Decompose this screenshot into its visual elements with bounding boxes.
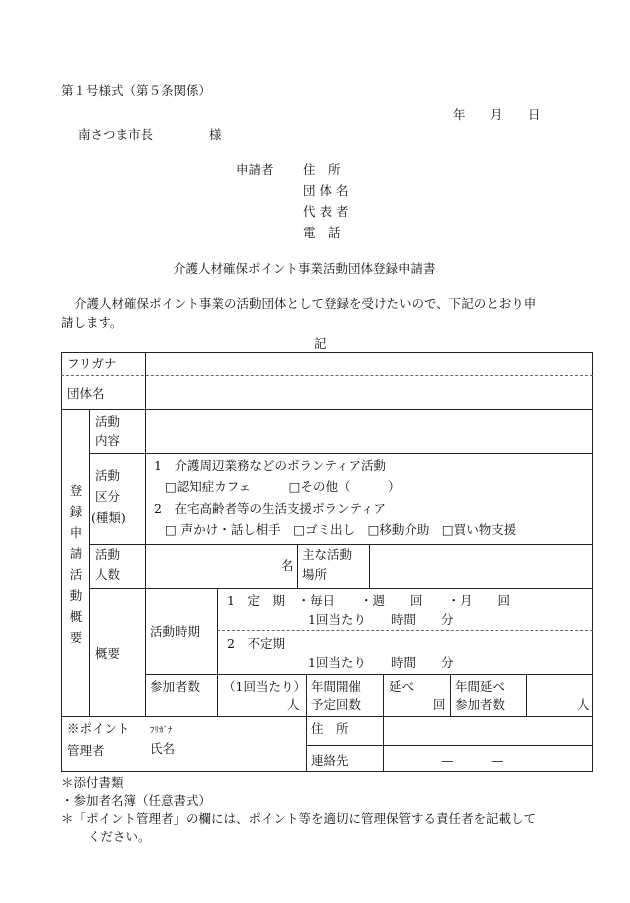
note-line2: ください。 xyxy=(88,829,151,844)
regular-line1: 1 定 期 ・毎日 ・週 回 ・月 回 xyxy=(227,593,510,608)
date-day: 日 xyxy=(528,107,541,122)
overview-label: 概要 xyxy=(95,646,121,661)
furigana-label: フリガナ xyxy=(67,356,117,371)
participants-label-2: 人数 xyxy=(95,567,121,582)
applicant-label: 申請者 xyxy=(236,162,274,177)
name-label: 氏名 xyxy=(150,741,176,756)
section-label: 登録申請活動概要 xyxy=(69,483,83,645)
contact-label: 連絡先 xyxy=(311,753,349,768)
contact-dashes: — — xyxy=(441,753,504,768)
body-text-line1: 介護人材確保ポイント事業の活動団体として登録を受けたいので、下記のとおり申 xyxy=(74,296,537,311)
activity-class-label-1: 活動 xyxy=(95,468,121,483)
attachments-heading: ＊添付書類 xyxy=(61,775,124,790)
per-session-label: （1回当たり） xyxy=(223,679,306,694)
body-text-line2: 請します。 xyxy=(61,315,123,330)
applicant-group-name-label: 団 体 名 xyxy=(303,183,349,198)
applicant-phone-label: 電 話 xyxy=(303,225,341,240)
activity-content-label-2: 内容 xyxy=(95,433,121,448)
application-table xyxy=(61,352,593,772)
note-line1: ＊「ポイント管理者」の欄には、ポイント等を適切に管理保管する責任者を記載して xyxy=(61,811,537,826)
annual-sessions-label-2: 予定回数 xyxy=(311,697,362,712)
annual-cumulative-label-1: 年間延べ xyxy=(455,679,506,694)
activity-class-label-3: (種類) xyxy=(91,510,126,525)
point-manager-label-1: ※ポイント xyxy=(67,721,130,736)
irregular-line2: 1回当たり 時間 分 xyxy=(308,655,454,670)
attachment-item: ・参加者名簿（任意書式） xyxy=(61,793,212,808)
date-year: 年 xyxy=(453,107,466,122)
participants-unit: 名 xyxy=(281,558,294,573)
activity-class-item1: 1 介護周辺業務などのボランティア活動 xyxy=(154,458,386,473)
document-title: 介護人材確保ポイント事業活動団体登録申請書 xyxy=(173,261,436,276)
activity-class-item1-options: □認知症カフェ □その他（ ） xyxy=(165,479,401,494)
activity-class-item2-options: □ 声かけ・話し相手 □ゴミ出し □移動介助 □買い物支援 xyxy=(165,522,517,537)
applicant-address-label: 住 所 xyxy=(303,162,341,177)
date-month: 月 xyxy=(490,107,503,122)
group-name-label: 団体名 xyxy=(67,386,105,401)
irregular-line1: 2 不定期 xyxy=(227,636,285,651)
activity-time-label: 活動時期 xyxy=(150,624,201,639)
participants-label-1: 活動 xyxy=(95,547,121,562)
activity-class-item2: 2 在宅高齢者等の生活支援ボランティア xyxy=(154,501,386,516)
annual-cumulative-label-2: 参加者数 xyxy=(455,697,506,712)
cumulative-label: 延べ xyxy=(389,679,415,694)
main-place-label-1: 主な活動 xyxy=(302,547,353,562)
activity-content-label-1: 活動 xyxy=(95,414,121,429)
address-label: 住 所 xyxy=(311,721,349,736)
ki-label: 記 xyxy=(314,336,327,351)
regular-line2: 1回当たり 時間 分 xyxy=(308,612,454,627)
participant-count-label: 参加者数 xyxy=(150,679,201,694)
participant-count-unit: 人 xyxy=(287,697,300,712)
cumulative-participants-unit: 人 xyxy=(577,697,590,712)
form-number: 第１号様式（第５条関係） xyxy=(61,83,212,98)
honorific: 様 xyxy=(209,127,222,142)
main-place-label-2: 場所 xyxy=(302,567,328,582)
applicant-representative-label: 代 表 者 xyxy=(303,204,349,219)
point-manager-label-2: 管理者 xyxy=(67,743,105,758)
activity-class-label-2: 区分 xyxy=(95,489,121,504)
addressee: 南さつま市長 xyxy=(78,127,154,142)
sessions-unit: 回 xyxy=(433,697,446,712)
annual-sessions-label-1: 年間開催 xyxy=(311,679,362,694)
furigana-small-label: ﾌﾘｶﾞﾅ xyxy=(150,726,173,736)
